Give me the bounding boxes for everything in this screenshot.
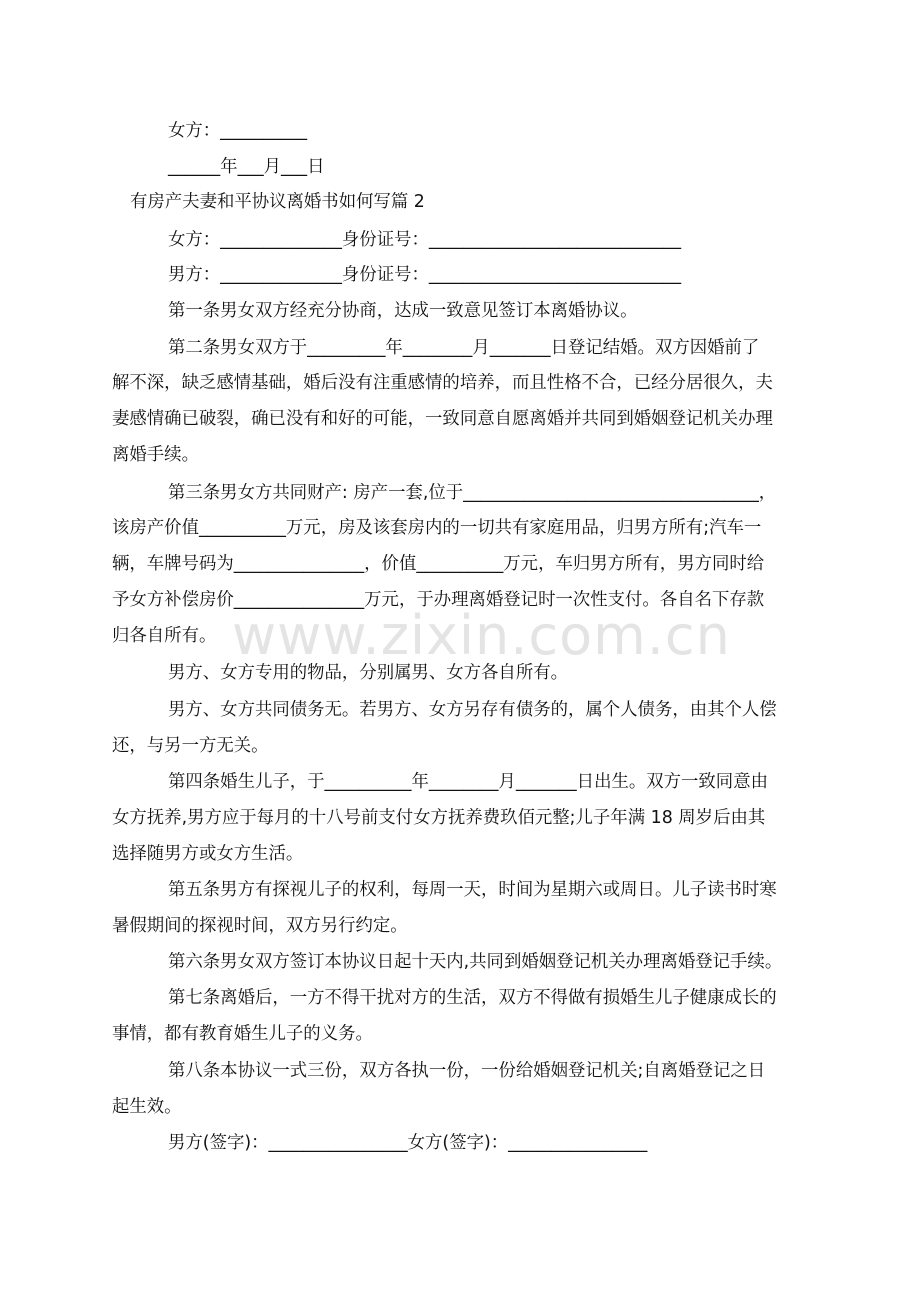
article-5-line-1: 第五条男方有探视儿子的权利，每周一天，时间为星期六或周日。儿子读书时寒 (168, 880, 777, 900)
article-2-line-4: 离婚手续。 (112, 445, 199, 465)
female-signature-line: 女方：__________ (168, 121, 308, 141)
watermark: www.zixin.com.cn (232, 604, 731, 667)
debts-line-2: 还，与另一方无关。 (112, 736, 269, 756)
article-4-line-3: 选择随男方或女方生活。 (112, 844, 304, 864)
male-id-line: 男方：______________身份证号：_____________________________ (168, 265, 682, 285)
article-3-line-1: 第三条男女方共同财产: 房产一套,位于__________________________________， (168, 483, 777, 503)
article-7-line-2: 事情，都有教育婚生儿子的义务。 (112, 1024, 373, 1044)
article-4-line-1: 第四条婚生儿子，于__________年________月_______日出生。双方一致同意由 (168, 772, 768, 792)
female-id-line: 女方：______________身份证号：_____________________________ (168, 230, 682, 250)
signature-line: 男方(签字)：________________女方(签字)：________________ (168, 1133, 648, 1153)
article-6: 第六条男女双方签订本协议日起十天内,共同到婚姻登记机关办理离婚登记手续。 (168, 952, 783, 972)
article-2-line-1: 第二条男女双方于_________年________月_______日登记结婚。双方因婚前了 (168, 338, 760, 358)
debts-line-1: 男方、女方共同债务无。若男方、女方另存有债务的，属个人债务，由其个人偿 (168, 700, 777, 720)
article-2-line-3: 妻感情确已破裂，确已没有和好的可能，一致同意自愿离婚并共同到婚姻登记机关办理 (112, 409, 773, 429)
personal-items: 男方、女方专用的物品，分别属男、女方各自所有。 (168, 663, 568, 683)
article-2-line-2: 解不深，缺乏感情基础，婚后没有注重感情的培养，而且性格不合，已经分居很久，夫 (112, 373, 773, 393)
article-1: 第一条男女双方经充分协商，达成一致意见签订本离婚协议。 (168, 301, 638, 321)
article-8-line-1: 第八条本协议一式三份，双方各执一份，一份给婚姻登记机关;自离婚登记之日 (168, 1061, 766, 1081)
date-line: ______年___月___日 (168, 157, 325, 177)
article-7-line-1: 第七条离婚后，一方不得干扰对方的生活，双方不得做有损婚生儿子健康成长的 (168, 988, 777, 1008)
article-3-line-2: 该房产价值__________万元，房及该套房内的一切共有家庭用品，归男方所有;汽车一 (112, 518, 762, 538)
article-3-line-4: 予女方补偿房价_______________万元，于办理离婚登记时一次性支付。各自名下存款 (112, 590, 765, 610)
article-3-line-5: 归各自所有。 (112, 626, 217, 646)
article-3-line-3: 辆，车牌号码为_______________，价值__________万元，车归男方所有，男方同时给 (112, 554, 765, 574)
article-8-line-2: 起生效。 (112, 1097, 182, 1117)
section-title: 有房产夫妻和平协议离婚书如何写篇 2 (130, 192, 425, 212)
article-5-line-2: 暑假期间的探视时间，双方另行约定。 (112, 916, 408, 936)
article-4-line-2: 女方抚养,男方应于每月的十八号前支付女方抚养费玖佰元整;儿子年满 18 周岁后由其 (112, 808, 766, 828)
